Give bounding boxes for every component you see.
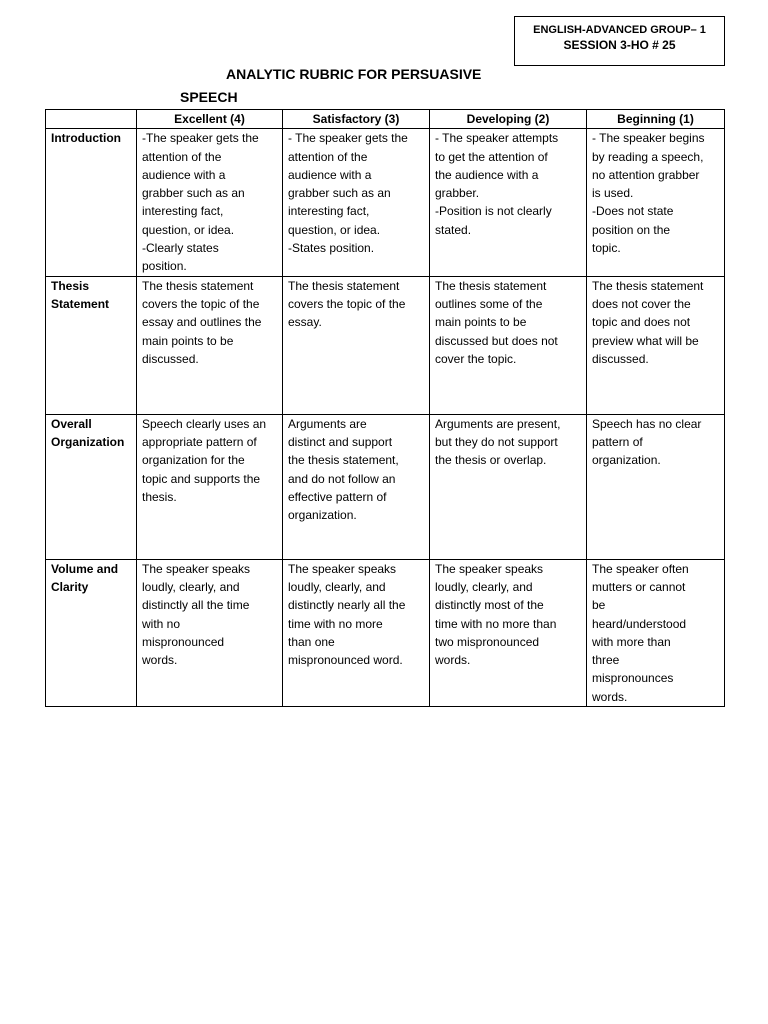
thesis-excellent-cell <box>137 276 283 414</box>
cell-line: organization. <box>288 508 357 523</box>
cell-line: - The speaker begins <box>592 131 705 146</box>
thesis-satisfactory-cell <box>283 276 430 414</box>
cell-line: cover the topic. <box>435 351 517 366</box>
volume-beginning-cell <box>587 559 725 706</box>
cell-line: stated. <box>435 222 472 237</box>
volume-developing-cell <box>430 559 587 706</box>
cell-line: - The speaker gets the <box>288 131 408 146</box>
cell-line: and do not follow an <box>288 471 396 486</box>
cell-line: the thesis statement, <box>288 453 399 468</box>
criteria-column-header <box>46 110 137 129</box>
cell-line: distinctly most of the <box>435 598 544 613</box>
criterion-line: Organization <box>51 434 125 449</box>
cell-line: time with no more than <box>435 616 557 631</box>
criterion-line: Overall <box>51 416 92 431</box>
organization-beginning-cell <box>587 414 725 559</box>
column-header-satisfactory: Satisfactory (3) <box>283 110 430 129</box>
cell-line: grabber such as an <box>288 186 391 201</box>
cell-line: question, or idea. <box>288 222 381 237</box>
criterion-volume-clarity <box>46 559 137 706</box>
cell-line: words. <box>142 653 178 668</box>
cell-line: with more than <box>592 634 671 649</box>
cell-line: three <box>592 653 620 668</box>
criterion-overall-organization <box>46 414 137 559</box>
organization-excellent-cell <box>137 414 283 559</box>
session-label: SESSION 3-HO # 25 <box>563 38 676 52</box>
cell-line: does not cover the <box>592 296 691 311</box>
cell-line: -Position is not clearly <box>435 204 552 219</box>
criterion-thesis-statement <box>46 276 137 414</box>
rubric-row-volume-clarity <box>46 559 725 706</box>
column-header-beginning: Beginning (1) <box>587 110 725 129</box>
cell-line: loudly, clearly, and <box>142 579 240 594</box>
criterion-line: Clarity <box>51 579 89 594</box>
cell-line: Arguments are present, <box>435 416 561 431</box>
document-title: ANALYTIC RUBRIC FOR PERSUASIVE <box>226 66 482 82</box>
introduction-excellent-cell <box>137 129 283 276</box>
cell-line: main points to be <box>142 333 234 348</box>
volume-satisfactory-cell <box>283 559 430 706</box>
rubric-table <box>45 109 725 707</box>
cell-line: loudly, clearly, and <box>288 579 386 594</box>
cell-line: Speech has no clear <box>592 416 702 431</box>
cell-line: than one <box>288 634 335 649</box>
cell-line: covers the topic of the <box>288 296 406 311</box>
cell-line: topic and supports the <box>142 471 261 486</box>
cell-line: the thesis or overlap. <box>435 453 547 468</box>
introduction-satisfactory-cell <box>283 129 430 276</box>
cell-line: Arguments are <box>288 416 367 431</box>
cell-line: Speech clearly uses an <box>142 416 267 431</box>
cell-line: the audience with a <box>435 167 539 182</box>
criterion-line: Statement <box>51 296 110 311</box>
cell-line: grabber such as an <box>142 186 245 201</box>
cell-line: to get the attention of <box>435 149 548 164</box>
cell-line: effective pattern of <box>288 489 387 504</box>
cell-line: interesting fact, <box>288 204 370 219</box>
cell-line: grabber. <box>435 186 480 201</box>
cell-line: interesting fact, <box>142 204 224 219</box>
cell-line: distinctly nearly all the <box>288 598 406 613</box>
cell-line: with no <box>142 616 181 631</box>
cell-line: organization. <box>592 453 661 468</box>
cell-line: be <box>592 598 606 613</box>
cell-line: organization for the <box>142 453 245 468</box>
cell-line: thesis. <box>142 489 177 504</box>
cell-line: but they do not support <box>435 434 558 449</box>
cell-line: is used. <box>592 186 634 201</box>
cell-line: The thesis statement <box>142 278 254 293</box>
document-title-continued: SPEECH <box>180 89 238 105</box>
cell-line: words. <box>435 653 471 668</box>
cell-line: discussed. <box>592 351 649 366</box>
cell-line: -Clearly states <box>142 241 219 256</box>
session-header-box <box>514 16 725 66</box>
thesis-beginning-cell <box>587 276 725 414</box>
cell-line: main points to be <box>435 315 527 330</box>
organization-satisfactory-cell <box>283 414 430 559</box>
cell-line: - The speaker attempts <box>435 131 559 146</box>
cell-line: heard/understood <box>592 616 687 631</box>
cell-line: The speaker speaks <box>435 561 544 576</box>
cell-line: discussed. <box>142 351 199 366</box>
criterion-line: Introduction <box>51 131 121 146</box>
cell-line: The speaker often <box>592 561 689 576</box>
group-label: ENGLISH-ADVANCED GROUP– 1 <box>533 24 706 36</box>
cell-line: time with no more <box>288 616 383 631</box>
cell-line: appropriate pattern of <box>142 434 257 449</box>
cell-line: attention of the <box>142 149 222 164</box>
column-header-excellent: Excellent (4) <box>137 110 283 129</box>
introduction-developing-cell <box>430 129 587 276</box>
cell-line: essay and outlines the <box>142 315 262 330</box>
cell-line: pattern of <box>592 434 643 449</box>
cell-line: outlines some of the <box>435 296 543 311</box>
cell-line: loudly, clearly, and <box>435 579 533 594</box>
cell-line: mutters or cannot <box>592 579 686 594</box>
cell-line: The speaker speaks <box>142 561 251 576</box>
cell-line: preview what will be <box>592 333 699 348</box>
cell-line: mispronounced word. <box>288 653 403 668</box>
cell-line: two mispronounced <box>435 634 540 649</box>
cell-line: covers the topic of the <box>142 296 260 311</box>
organization-developing-cell <box>430 414 587 559</box>
cell-line: topic and does not <box>592 315 691 330</box>
cell-line: mispronounces <box>592 671 674 686</box>
cell-line: distinct and support <box>288 434 393 449</box>
cell-line: The thesis statement <box>435 278 547 293</box>
rubric-header-row <box>46 110 725 129</box>
cell-line: audience with a <box>142 167 226 182</box>
cell-line: The thesis statement <box>288 278 400 293</box>
cell-line: -Does not state <box>592 204 674 219</box>
cell-line: by reading a speech, <box>592 149 704 164</box>
cell-line: position on the <box>592 222 671 237</box>
cell-line: no attention grabber <box>592 167 700 182</box>
cell-line: question, or idea. <box>142 222 235 237</box>
volume-excellent-cell <box>137 559 283 706</box>
cell-line: The speaker speaks <box>288 561 397 576</box>
cell-line: position. <box>142 259 187 274</box>
cell-line: topic. <box>592 241 621 256</box>
cell-line: -The speaker gets the <box>142 131 259 146</box>
cell-line: attention of the <box>288 149 368 164</box>
thesis-developing-cell <box>430 276 587 414</box>
cell-line: discussed but does not <box>435 333 558 348</box>
cell-line: words. <box>592 689 628 704</box>
criterion-line: Volume and <box>51 561 119 576</box>
cell-line: essay. <box>288 315 322 330</box>
rubric-row-overall-organization <box>46 414 725 559</box>
cell-line: -States position. <box>288 241 375 256</box>
introduction-beginning-cell <box>587 129 725 276</box>
rubric-row-thesis-statement <box>46 276 725 414</box>
criterion-introduction <box>46 129 137 276</box>
column-header-developing: Developing (2) <box>430 110 587 129</box>
rubric-row-introduction <box>46 129 725 276</box>
cell-line: audience with a <box>288 167 372 182</box>
criterion-line: Thesis <box>51 278 90 293</box>
cell-line: distinctly all the time <box>142 598 250 613</box>
cell-line: mispronounced <box>142 634 225 649</box>
cell-line: The thesis statement <box>592 278 704 293</box>
